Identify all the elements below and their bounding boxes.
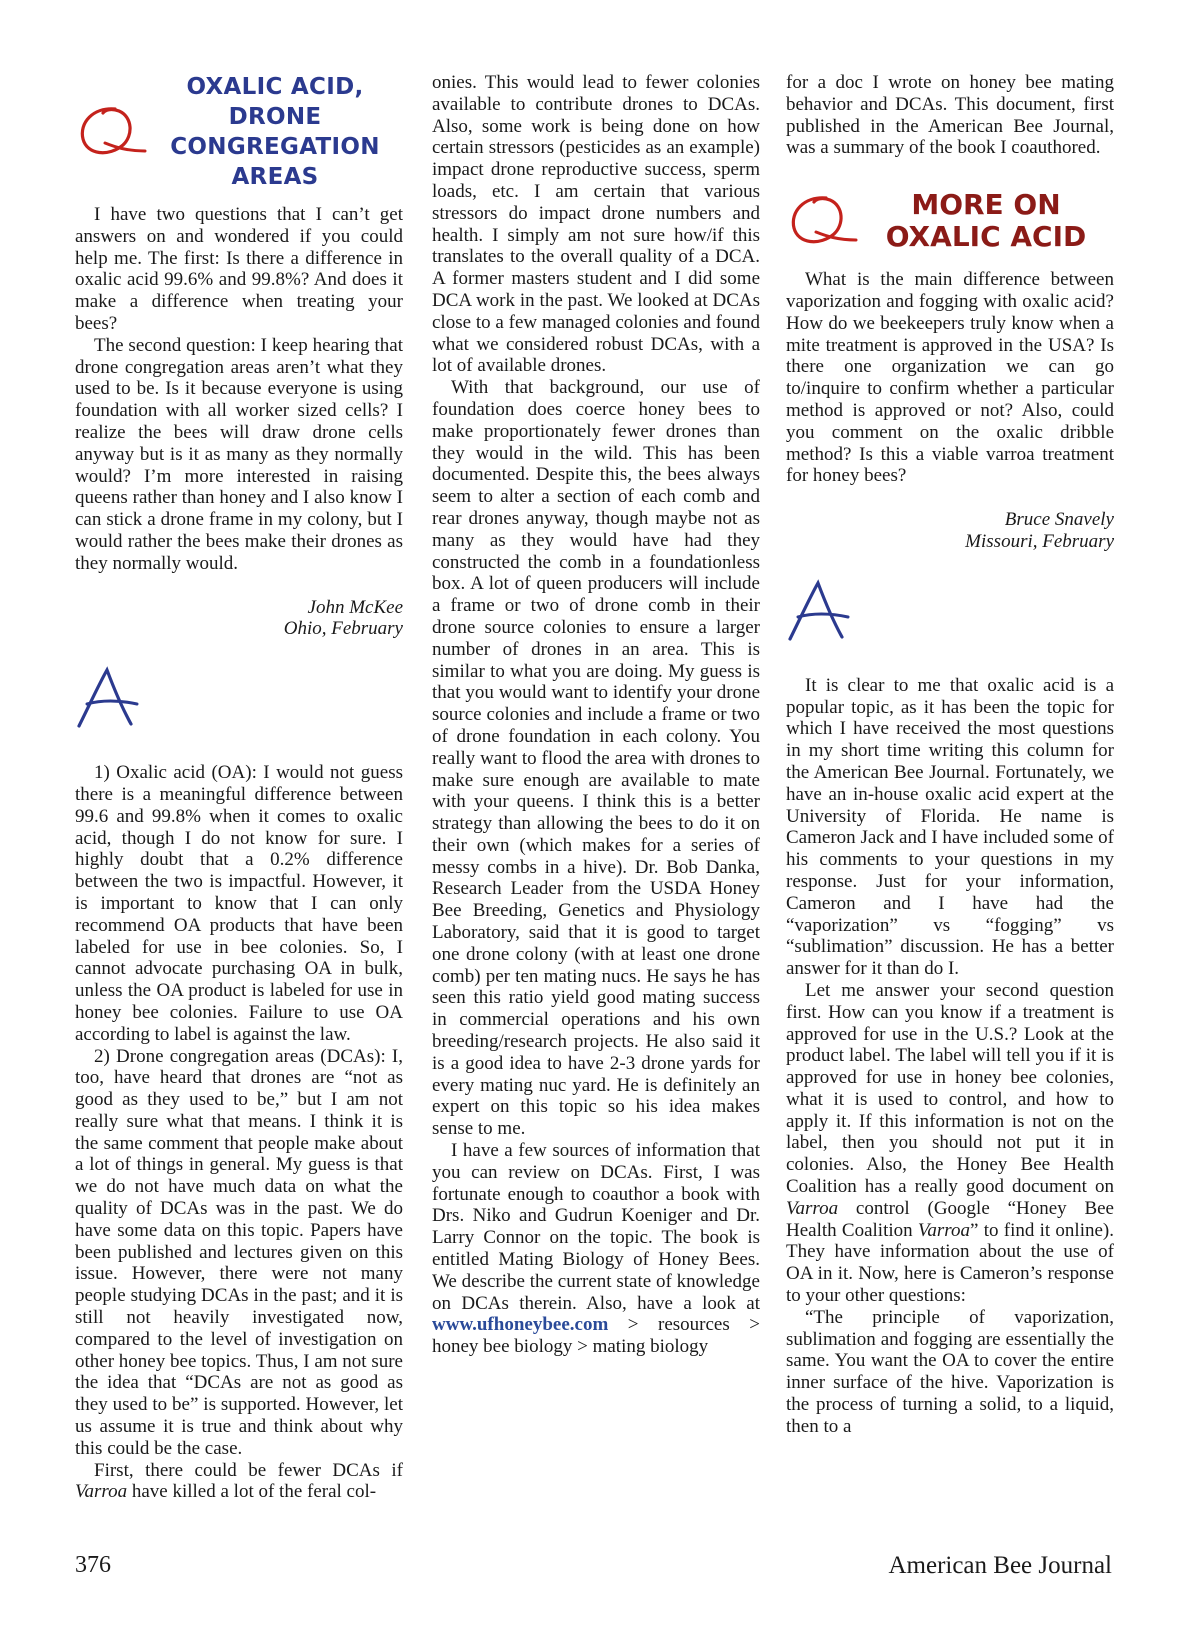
column-2-paragraph-1: onies. This would lead to fewer colonies available to contribute drones to DCAs. Also, some work is being done on how certain stressors (pesticides as an example) impact drone reproductive success, sperm loads, etc. I am certain that various stressors do impact drone numbers and health. I simply am not sure how/if this translates to the overall quality of a DCA. A former masters student and I did some DCA work in the past. We looked at DCAs close to a few managed colonies and found what we considered robust DCAs, with a lot of available drones. xyxy=(432,72,760,377)
column-2 xyxy=(432,72,760,1358)
answer-2-p2-b: control (Google “Honey Bee Health Coalition xyxy=(786,1197,1114,1241)
a-letter-icon xyxy=(786,577,856,651)
answer-2-p2-italic-2: Varroa xyxy=(917,1219,970,1241)
column-3-paragraph-0: for a doc I wrote on honey bee mating behavior and DCAs. This document, first published in the American Bee Journal, was a summary of the book I coauthored. xyxy=(786,72,1114,159)
answer-1-p3-end: have killed a lot of the feral col- xyxy=(127,1481,377,1503)
a-letter-icon xyxy=(75,664,145,738)
question-1-title-line1: OXALIC ACID, DRONE xyxy=(186,74,364,130)
column-3 xyxy=(786,72,1114,1438)
answer-2-paragraph-2 xyxy=(786,980,1114,1307)
question-1-paragraph-1: I have two questions that I can’t get answers on and wondered if you could help me. The first: Is there a difference in oxalic acid 99.6% and 99.8%? And does it make a difference when treating your bees? xyxy=(75,204,403,334)
page-number: 376 xyxy=(75,1552,111,1578)
signature-name: Bruce Snavely xyxy=(1004,509,1114,531)
signature-place: Ohio, February xyxy=(283,618,403,640)
question-2-title-line2: OXALIC ACID xyxy=(885,220,1087,254)
journal-title: American Bee Journal xyxy=(888,1552,1112,1579)
answer-2-paragraph-1: It is clear to me that oxalic acid is a popular topic, as it has been the topic for which I have received the most questions in my short time writing this column for the American Bee Journal. Fortunately, we have an in-house oxalic acid expert at the University of Florida. He name is Cameron Jack and I have included some of his comments to your questions in my response. Just for your information, Cameron and I have had the “vaporization” vs “fogging” vs “sublimation” discussion. He has a better answer for it than do I. xyxy=(786,674,1114,980)
answer-1-paragraph-3 xyxy=(75,1460,403,1504)
question-2-paragraph: What is the main difference between vaporization and fogging with oxalic acid? How do we beekeepers truly know when a mite treatment is approved in the USA? Is there one organization we can go to/inquire to confirm whether a particular method is approved or not? Also, could you comment on the oxalic dribble method? Is this a viable varroa treatment for honey bees? xyxy=(786,269,1114,487)
question-2-signature xyxy=(786,509,1114,553)
answer-1-p3-start: First, there could be fewer DCAs if xyxy=(94,1459,403,1481)
question-1-title-line2: CONGREGATION AREAS xyxy=(170,134,380,190)
answer-2-p2-a: Let me answer your second question first. How can you know if a treatment is approved for use in the U.S.? Look at the product label. The label will tell you if it is approved for use in honey bee colonies, what it is used to control, and how to apply it. If this information is not on the label, then you should not put it in colonies. Also, the Honey Bee Health Coalition has a really good document on xyxy=(786,979,1114,1198)
column-1 xyxy=(75,72,403,1503)
column-2-paragraph-2: With that background, our use of foundation does coerce honey bees to make proportionately fewer drones than they would in the wild. This has been documented. Despite this, the bees always seem to alter a section of each comb and rear drones anyway, though maybe not as many as they would have had they constructed the comb in a foundationless box. A lot of queen producers will include a frame or two of drone comb in their drone source colonies to ensure a larger number of drones in an area. This is similar to what you are doing. My guess is that you would want to identify your drone source colonies and include a frame or two of drone foundation in each colony. You really want to flood the area with drones to make sure enough are available to mate with your queens. I think this is a better strategy than allowing the bees to do it on their own (which makes for a series of messy combs in a hive). Dr. Bob Danka, Research Leader from the USDA Honey Bee Breeding, Genetics and Physiology Laboratory, said that it is good to target one drone colony (with at least one drone comb) per ten mating nucs. He says he has seen this ratio yield good mating success in commercial operations and his own breeding/research projects. He also said it is a good idea to have 2-3 drone yards for every mating nuc yard. He is definitely an expert on this topic so his idea makes sense to me. xyxy=(432,377,760,1140)
signature-place: Missouri, February xyxy=(965,530,1114,552)
answer-1-p3-italic: Varroa xyxy=(75,1481,128,1503)
signature-name: John McKee xyxy=(307,596,403,618)
column-2-paragraph-3 xyxy=(432,1140,760,1358)
question-header-2 xyxy=(786,189,1114,253)
question-header-1 xyxy=(75,72,403,192)
q-letter-icon xyxy=(786,190,858,252)
q-letter-icon xyxy=(75,101,147,163)
question-1-signature xyxy=(75,597,403,641)
column-2-p3-end: > resources > honey bee biology > mating biology xyxy=(432,1314,760,1358)
answer-2-p2-italic-1: Varroa xyxy=(786,1197,839,1219)
question-1-paragraph-2: The second question: I keep hearing that drone congregation areas aren’t what they used to be. Is it because everyone is using foundation with all worker sized cells? I realize the bees will draw drone cells anyway but is it as many as they normally would? I’m more interested in raising queens rather than honey and I also know I can stick a drone frame in my colony, but I would rather the bees make their drones as they normally would. xyxy=(75,334,403,574)
ufhoneybee-link[interactable]: www.ufhoneybee.com xyxy=(432,1314,609,1336)
question-2-title-line1: MORE ON xyxy=(911,188,1061,222)
column-2-p3-start: I have a few sources of information that you can review on DCAs. First, I was fortunate enough to coauthor a book with Drs. Niko and Gudrun Koeniger and Dr. Larry Connor on the topic. The book is entitled Mating Biology of Honey Bees. We describe the current state of knowledge on DCAs therein. Also, have a look at xyxy=(432,1140,760,1314)
answer-2-paragraph-3: “The principle of vaporization, sublimation and fogging are essentially the same. You want the OA to cover the entire inner surface of the hive. Vaporization is the process of turning a solid, to a liquid, then to a xyxy=(786,1306,1114,1437)
answer-2-p2-c: ” to find it online). They have information about the use of OA in it. Now, here is Cameron’s response to your other questions: xyxy=(786,1219,1114,1307)
answer-1-paragraph-2: 2) Drone congregation areas (DCAs): I, too, have heard that drones are “not as good as they used to be,” but I am not really sure what that means. I think it is the same comment that people make about a lot of things in general. My guess is that we do not have much data on what the quality of DCAs was in the past. We do have some data on this topic. Papers have been published and lectures given on this issue. However, there were not many people studying DCAs in the past; and it is still not heavily investigated now, compared to the level of investigation on other honey bee topics. Thus, I am not sure the idea that “DCAs are not as good as they used to be” is supported. However, let us assume it is true and think about why this could be the case. xyxy=(75,1045,403,1459)
answer-1-paragraph-1: 1) Oxalic acid (OA): I would not guess there is a meaningful difference between 99.6 and 99.8% when it comes to oxalic acid, though I do not know for sure. I highly doubt that a 0.2% difference between the two is impactful. However, it is important to know that I can only recommend OA products that have been labeled for use in bee colonies. So, I cannot advocate purchasing OA in bulk, unless the OA product is labeled for use in honey bee colonies. Failure to use OA according to label is against the law. xyxy=(75,762,403,1045)
